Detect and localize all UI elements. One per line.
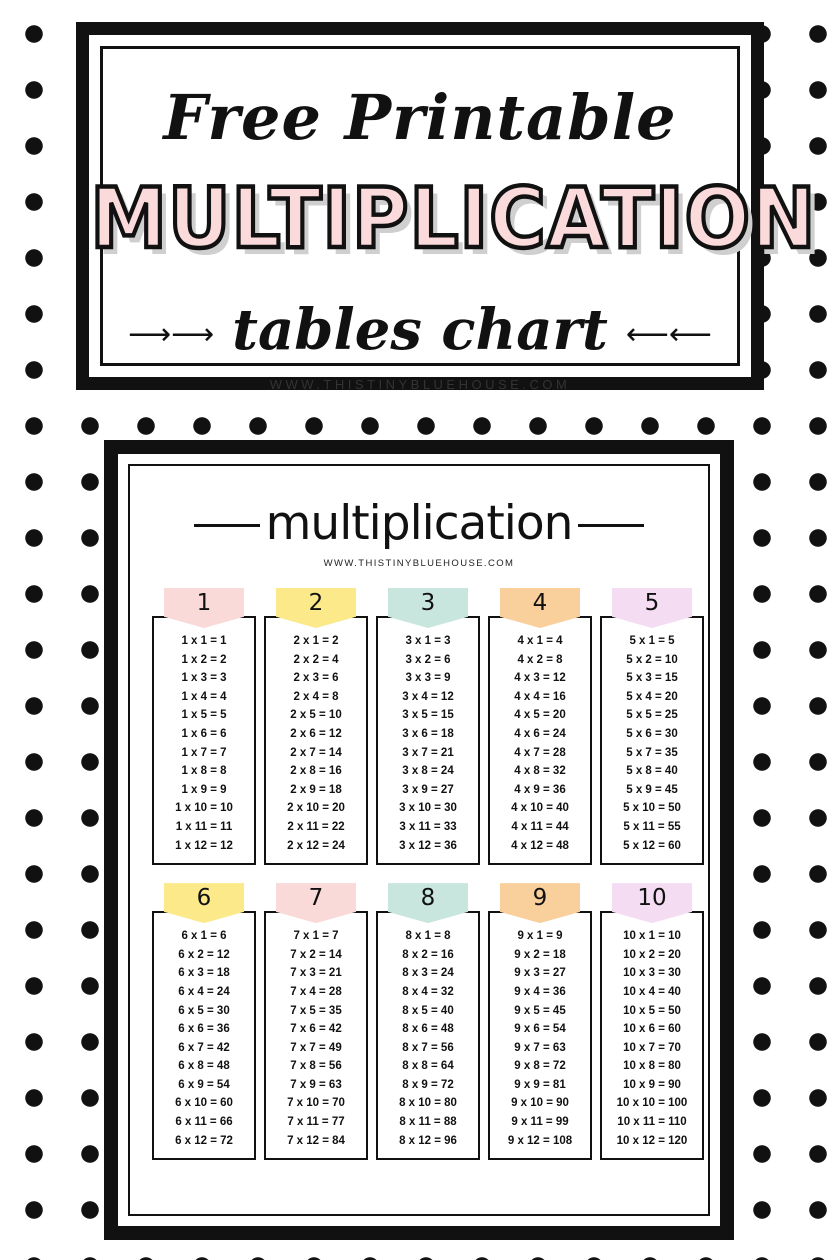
equation-row: 6 x 4 = 24 bbox=[178, 985, 230, 998]
equation-row: 1 x 3 = 3 bbox=[181, 672, 227, 685]
equation-row: 7 x 11 = 77 bbox=[287, 1116, 345, 1129]
table-box-1 bbox=[152, 616, 256, 865]
equation-row: 7 x 3 = 21 bbox=[290, 967, 342, 980]
equation-row: 7 x 8 = 56 bbox=[290, 1060, 342, 1073]
equation-row: 8 x 1 = 8 bbox=[405, 930, 451, 943]
equation-row: 6 x 12 = 72 bbox=[175, 1134, 233, 1147]
equation-row: 10 x 12 = 120 bbox=[616, 1134, 688, 1147]
equation-row: 6 x 6 = 36 bbox=[178, 1023, 230, 1036]
equation-row: 10 x 5 = 50 bbox=[623, 1004, 681, 1017]
banner-number-2: 2 bbox=[308, 590, 324, 616]
equation-row: 3 x 3 = 9 bbox=[405, 672, 451, 685]
equation-row: 10 x 9 = 90 bbox=[623, 1078, 681, 1091]
equation-row: 4 x 8 = 32 bbox=[514, 765, 566, 778]
equation-row: 8 x 6 = 48 bbox=[402, 1023, 454, 1036]
table-block-6 bbox=[152, 883, 256, 1160]
equation-row: 7 x 2 = 14 bbox=[290, 948, 342, 961]
banner-number-10: 10 bbox=[637, 885, 667, 912]
equation-row: 4 x 7 = 28 bbox=[514, 746, 566, 759]
heading-rule-left bbox=[194, 524, 260, 527]
banner-number-1: 1 bbox=[196, 590, 212, 616]
equation-row: 7 x 10 = 70 bbox=[287, 1097, 345, 1110]
equation-row: 10 x 11 = 110 bbox=[617, 1116, 687, 1129]
poster-title-card bbox=[76, 22, 817, 392]
equation-row: 2 x 7 = 14 bbox=[290, 746, 342, 759]
equation-row: 4 x 4 = 16 bbox=[514, 690, 566, 703]
equation-row: 1 x 5 = 5 bbox=[181, 709, 227, 722]
poster-website-url: WWW.THISTINYBLUEHOUSE.COM bbox=[269, 377, 571, 392]
equation-row: 9 x 3 = 27 bbox=[514, 967, 566, 980]
table-banner-6 bbox=[164, 883, 244, 923]
equation-row: 3 x 11 = 33 bbox=[399, 820, 457, 833]
equation-row: 1 x 11 = 11 bbox=[175, 820, 233, 833]
table-block-9 bbox=[488, 883, 592, 1160]
table-block-8 bbox=[376, 883, 480, 1160]
equation-row: 5 x 2 = 10 bbox=[626, 653, 678, 666]
equation-row: 6 x 8 = 48 bbox=[178, 1060, 230, 1073]
poster-title-line-3-wrapper bbox=[103, 297, 737, 363]
equation-row: 3 x 4 = 12 bbox=[402, 690, 454, 703]
equation-row: 4 x 2 = 8 bbox=[517, 653, 563, 666]
arrow-right-icon: ⟶⟶ bbox=[128, 316, 215, 352]
equation-row: 2 x 12 = 24 bbox=[287, 839, 345, 852]
banner-number-9: 9 bbox=[532, 885, 548, 912]
equation-row: 1 x 6 = 6 bbox=[181, 727, 227, 740]
table-box-2 bbox=[264, 616, 368, 865]
table-box-10 bbox=[600, 911, 704, 1160]
equation-row: 5 x 3 = 15 bbox=[626, 672, 678, 685]
poster-title-card-inner-border bbox=[90, 46, 817, 392]
equation-row: 8 x 4 = 32 bbox=[402, 985, 454, 998]
equation-row: 10 x 7 = 70 bbox=[623, 1041, 681, 1054]
equation-row: 6 x 9 = 54 bbox=[178, 1078, 230, 1091]
table-banner-4 bbox=[500, 588, 580, 628]
equation-row: 4 x 3 = 12 bbox=[514, 672, 566, 685]
equation-row: 5 x 5 = 25 bbox=[626, 709, 678, 722]
equation-row: 7 x 5 = 35 bbox=[290, 1004, 342, 1017]
equation-row: 9 x 7 = 63 bbox=[514, 1041, 566, 1054]
equation-row: 4 x 5 = 20 bbox=[514, 709, 566, 722]
table-banner-3 bbox=[388, 588, 468, 628]
multiplication-chart-card-inner-border bbox=[128, 464, 710, 1216]
equation-row: 9 x 1 = 9 bbox=[517, 930, 563, 943]
table-banner-10 bbox=[612, 883, 692, 923]
equation-row: 4 x 12 = 48 bbox=[511, 839, 569, 852]
table-box-8 bbox=[376, 911, 480, 1160]
equation-row: 9 x 12 = 108 bbox=[507, 1134, 573, 1147]
multiplication-chart-card bbox=[104, 440, 734, 1240]
table-box-5 bbox=[600, 616, 704, 865]
table-block-7 bbox=[264, 883, 368, 1160]
table-box-9 bbox=[488, 911, 592, 1160]
equation-row: 2 x 10 = 20 bbox=[287, 802, 345, 815]
table-block-1 bbox=[152, 588, 256, 865]
equation-row: 6 x 5 = 30 bbox=[178, 1004, 230, 1017]
equation-row: 8 x 7 = 56 bbox=[402, 1041, 454, 1054]
equation-row: 2 x 3 = 6 bbox=[293, 672, 339, 685]
equation-row: 5 x 12 = 60 bbox=[623, 839, 681, 852]
banner-number-3: 3 bbox=[420, 590, 436, 616]
equation-row: 10 x 8 = 80 bbox=[623, 1060, 681, 1073]
equation-row: 3 x 8 = 24 bbox=[402, 765, 454, 778]
equation-row: 8 x 5 = 40 bbox=[402, 1004, 454, 1017]
equation-row: 1 x 10 = 10 bbox=[175, 802, 233, 815]
equation-row: 1 x 12 = 12 bbox=[175, 839, 233, 852]
equation-row: 10 x 4 = 40 bbox=[623, 985, 681, 998]
table-banner-7 bbox=[276, 883, 356, 923]
equation-row: 9 x 4 = 36 bbox=[514, 985, 566, 998]
equation-row: 5 x 11 = 55 bbox=[623, 820, 681, 833]
equation-row: 5 x 7 = 35 bbox=[626, 746, 678, 759]
equation-row: 7 x 6 = 42 bbox=[290, 1023, 342, 1036]
equation-row: 4 x 9 = 36 bbox=[514, 783, 566, 796]
banner-number-6: 6 bbox=[196, 885, 212, 912]
equation-row: 1 x 1 = 1 bbox=[181, 635, 227, 647]
chart-website-url: WWW.THISTINYBLUEHOUSE.COM bbox=[323, 558, 515, 569]
equation-row: 3 x 10 = 30 bbox=[399, 802, 457, 815]
banner-number-4: 4 bbox=[532, 590, 548, 616]
equation-row: 8 x 3 = 24 bbox=[402, 967, 454, 980]
equation-row: 7 x 12 = 84 bbox=[287, 1134, 345, 1147]
equation-row: 7 x 1 = 7 bbox=[293, 930, 339, 943]
table-block-5 bbox=[600, 588, 704, 865]
banner-number-8: 8 bbox=[420, 885, 436, 912]
equation-row: 9 x 5 = 45 bbox=[514, 1004, 566, 1017]
table-block-3 bbox=[376, 588, 480, 865]
poster-title-multiplication: MULTIPLICATION bbox=[90, 171, 817, 268]
equation-row: 6 x 3 = 18 bbox=[178, 967, 230, 980]
table-banner-9 bbox=[500, 883, 580, 923]
equation-row: 2 x 2 = 4 bbox=[293, 653, 339, 666]
table-banner-5 bbox=[612, 588, 692, 628]
multiplication-tables-grid bbox=[152, 588, 686, 1160]
poster-title-line-3: tables chart bbox=[232, 297, 608, 363]
equation-row: 7 x 9 = 63 bbox=[290, 1078, 342, 1091]
equation-row: 8 x 2 = 16 bbox=[402, 948, 454, 961]
equation-row: 9 x 9 = 81 bbox=[514, 1078, 566, 1091]
table-box-7 bbox=[264, 911, 368, 1160]
equation-row: 5 x 1 = 5 bbox=[629, 635, 675, 647]
equation-row: 6 x 1 = 6 bbox=[181, 930, 227, 943]
arrow-left-icon: ⟵⟵ bbox=[625, 316, 712, 352]
equation-row: 2 x 6 = 12 bbox=[290, 727, 342, 740]
equation-row: 2 x 9 = 18 bbox=[290, 783, 342, 796]
poster-title-line-1: Free Printable bbox=[163, 81, 677, 154]
equation-row: 9 x 10 = 90 bbox=[511, 1097, 569, 1110]
table-box-4 bbox=[488, 616, 592, 865]
equation-row: 1 x 4 = 4 bbox=[181, 690, 227, 703]
equation-row: 9 x 11 = 99 bbox=[511, 1116, 569, 1129]
equation-row: 10 x 1 = 10 bbox=[623, 930, 681, 943]
heading-rule-right bbox=[578, 524, 644, 527]
chart-heading: multiplication bbox=[265, 496, 573, 551]
equation-row: 3 x 1 = 3 bbox=[405, 635, 451, 647]
equation-row: 5 x 10 = 50 bbox=[623, 802, 681, 815]
equation-row: 10 x 3 = 30 bbox=[623, 967, 681, 980]
table-box-6 bbox=[152, 911, 256, 1160]
equation-row: 3 x 5 = 15 bbox=[402, 709, 454, 722]
equation-row: 1 x 7 = 7 bbox=[181, 746, 227, 759]
equation-row: 3 x 2 = 6 bbox=[405, 653, 451, 666]
equation-row: 2 x 5 = 10 bbox=[290, 709, 342, 722]
equation-row: 2 x 11 = 22 bbox=[287, 820, 345, 833]
equation-row: 7 x 7 = 49 bbox=[290, 1041, 342, 1054]
equation-row: 5 x 4 = 20 bbox=[626, 690, 678, 703]
equation-row: 3 x 12 = 36 bbox=[399, 839, 457, 852]
equation-row: 2 x 1 = 2 bbox=[293, 635, 339, 647]
equation-row: 10 x 2 = 20 bbox=[623, 948, 681, 961]
equation-row: 1 x 8 = 8 bbox=[181, 765, 227, 778]
equation-row: 9 x 8 = 72 bbox=[514, 1060, 566, 1073]
equation-row: 3 x 6 = 18 bbox=[402, 727, 454, 740]
equation-row: 10 x 10 = 100 bbox=[616, 1097, 688, 1110]
equation-row: 1 x 9 = 9 bbox=[181, 783, 227, 796]
equation-row: 5 x 9 = 45 bbox=[626, 783, 678, 796]
equation-row: 5 x 6 = 30 bbox=[626, 727, 678, 740]
equation-row: 8 x 12 = 96 bbox=[399, 1134, 457, 1147]
table-banner-8 bbox=[388, 883, 468, 923]
table-block-2 bbox=[264, 588, 368, 865]
equation-row: 9 x 6 = 54 bbox=[514, 1023, 566, 1036]
equation-row: 2 x 4 = 8 bbox=[293, 690, 339, 703]
equation-row: 6 x 2 = 12 bbox=[178, 948, 230, 961]
banner-number-7: 7 bbox=[308, 885, 324, 912]
equation-row: 8 x 11 = 88 bbox=[399, 1116, 457, 1129]
equation-row: 3 x 9 = 27 bbox=[402, 783, 454, 796]
table-box-3 bbox=[376, 616, 480, 865]
equation-row: 4 x 11 = 44 bbox=[511, 820, 569, 833]
equation-row: 8 x 10 = 80 bbox=[399, 1097, 457, 1110]
equation-row: 4 x 1 = 4 bbox=[517, 635, 563, 647]
table-banner-2 bbox=[276, 588, 356, 628]
equation-row: 4 x 6 = 24 bbox=[514, 727, 566, 740]
equation-row: 6 x 7 = 42 bbox=[178, 1041, 230, 1054]
equation-row: 1 x 2 = 2 bbox=[181, 653, 227, 666]
equation-row: 7 x 4 = 28 bbox=[290, 985, 342, 998]
table-banner-1 bbox=[164, 588, 244, 628]
equation-row: 9 x 2 = 18 bbox=[514, 948, 566, 961]
equation-row: 5 x 8 = 40 bbox=[626, 765, 678, 778]
banner-number-5: 5 bbox=[644, 590, 660, 616]
chart-heading-wrapper bbox=[130, 496, 708, 551]
table-block-10 bbox=[600, 883, 704, 1160]
table-block-4 bbox=[488, 588, 592, 865]
equation-row: 4 x 10 = 40 bbox=[511, 802, 569, 815]
equation-row: 3 x 7 = 21 bbox=[402, 746, 454, 759]
equation-row: 8 x 8 = 64 bbox=[402, 1060, 454, 1073]
equation-row: 6 x 10 = 60 bbox=[175, 1097, 233, 1110]
equation-row: 6 x 11 = 66 bbox=[175, 1116, 233, 1129]
equation-row: 8 x 9 = 72 bbox=[402, 1078, 454, 1091]
equation-row: 10 x 6 = 60 bbox=[623, 1023, 681, 1036]
equation-row: 2 x 8 = 16 bbox=[290, 765, 342, 778]
